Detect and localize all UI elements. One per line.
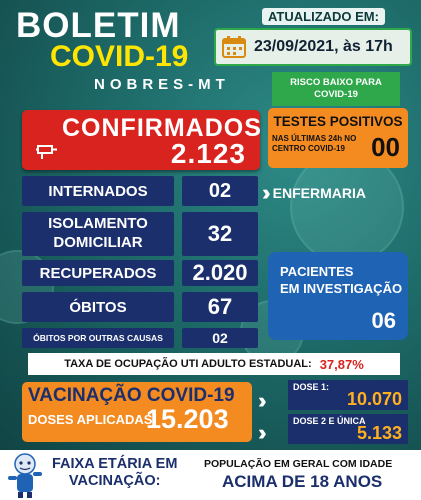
risk-badge [272,72,400,106]
ward-indicator [262,180,366,206]
bulletin-subtitle: COVID-19 [50,40,189,73]
dose1-box [288,380,408,410]
risk-line2: COVID-19 [314,89,358,100]
investigation-box [268,252,408,340]
positive-tests-title: TESTES POSITIVOS [273,114,403,129]
positive-tests-sub-line1: NAS ÚLTIMAS 24h NO [272,134,357,143]
dose2-box [288,414,408,444]
dose2-value: 5.133 [356,423,402,443]
investigation-line2: EM INVESTIGAÇÃO [280,280,403,296]
icu-occupancy-value: 37,87% [319,356,364,372]
deaths-value: 67 [182,292,258,322]
confirmed-label: CONFIRMADOS [62,114,262,142]
investigation-value: 06 [371,308,396,333]
updated-label: ATUALIZADO EM: [262,8,385,25]
chevron-double-right-icon: ›› [258,388,261,413]
dose1-label: DOSE 1: [293,382,330,392]
positive-tests-value: 00 [371,132,400,162]
investigation-label [280,264,402,298]
syringe-icon [36,142,58,160]
age-group-label [52,456,177,491]
city-name: NOBRES-MT [94,76,230,93]
hospitalized-label: INTERNADOS [22,176,174,206]
recovered-value: 2.020 [182,260,258,286]
positive-tests-sub-line2: CENTRO COVID-19 [272,144,345,154]
population-line1: POPULAÇÃO EM GERAL COM IDADE [204,458,393,470]
chevron-double-right-icon: ›› [258,420,261,445]
other-deaths-label: ÓBITOS POR OUTRAS CAUSAS [22,328,174,348]
hospitalized-value: 02 [182,176,258,206]
deaths-label: ÓBITOS [22,292,174,322]
icu-occupancy-bar [28,353,400,375]
updated-value: 23/09/2021, às 17h [254,38,393,55]
age-group-line2: VACINAÇÃO: [68,473,161,490]
mascot-icon [6,452,44,498]
home-isolation-label [22,212,174,256]
updated-box [214,28,412,66]
home-isolation-line1: ISOLAMENTO [48,215,148,233]
dose2-label: DOSE 2 E ÚNICA [293,416,366,426]
confirmed-box [22,110,260,170]
positive-tests-box [268,108,408,168]
investigation-line1: PACIENTES [280,264,354,279]
vaccination-subtitle: DOSES APLICADAS [28,412,153,427]
other-deaths-value: 02 [182,328,258,348]
footer [0,450,421,500]
icu-occupancy-label: TAXA DE OCUPAÇÃO UTI ADULTO ESTADUAL: [64,358,312,370]
population-line2: ACIMA DE 18 ANOS [222,472,383,491]
ward-label: ENFERMARIA [272,185,366,201]
positive-tests-subtitle [272,134,356,155]
risk-line1: RISCO BAIXO PARA [290,77,382,89]
recovered-label: RECUPERADOS [22,260,174,286]
home-isolation-value: 32 [182,212,258,256]
dose1-value: 10.070 [346,389,402,409]
age-group-line1: FAIXA ETÁRIA EM [52,456,178,472]
vaccination-total: 15.203 [146,404,229,434]
calendar-icon [222,36,248,58]
vaccination-title: VACINAÇÃO COVID-19 [28,385,235,406]
bulletin-title: BOLETIM [16,6,181,45]
home-isolation-line2: DOMICILIAR [53,234,143,251]
chevron-double-right-icon: ›› [262,180,265,205]
confirmed-value: 2.123 [170,138,246,169]
